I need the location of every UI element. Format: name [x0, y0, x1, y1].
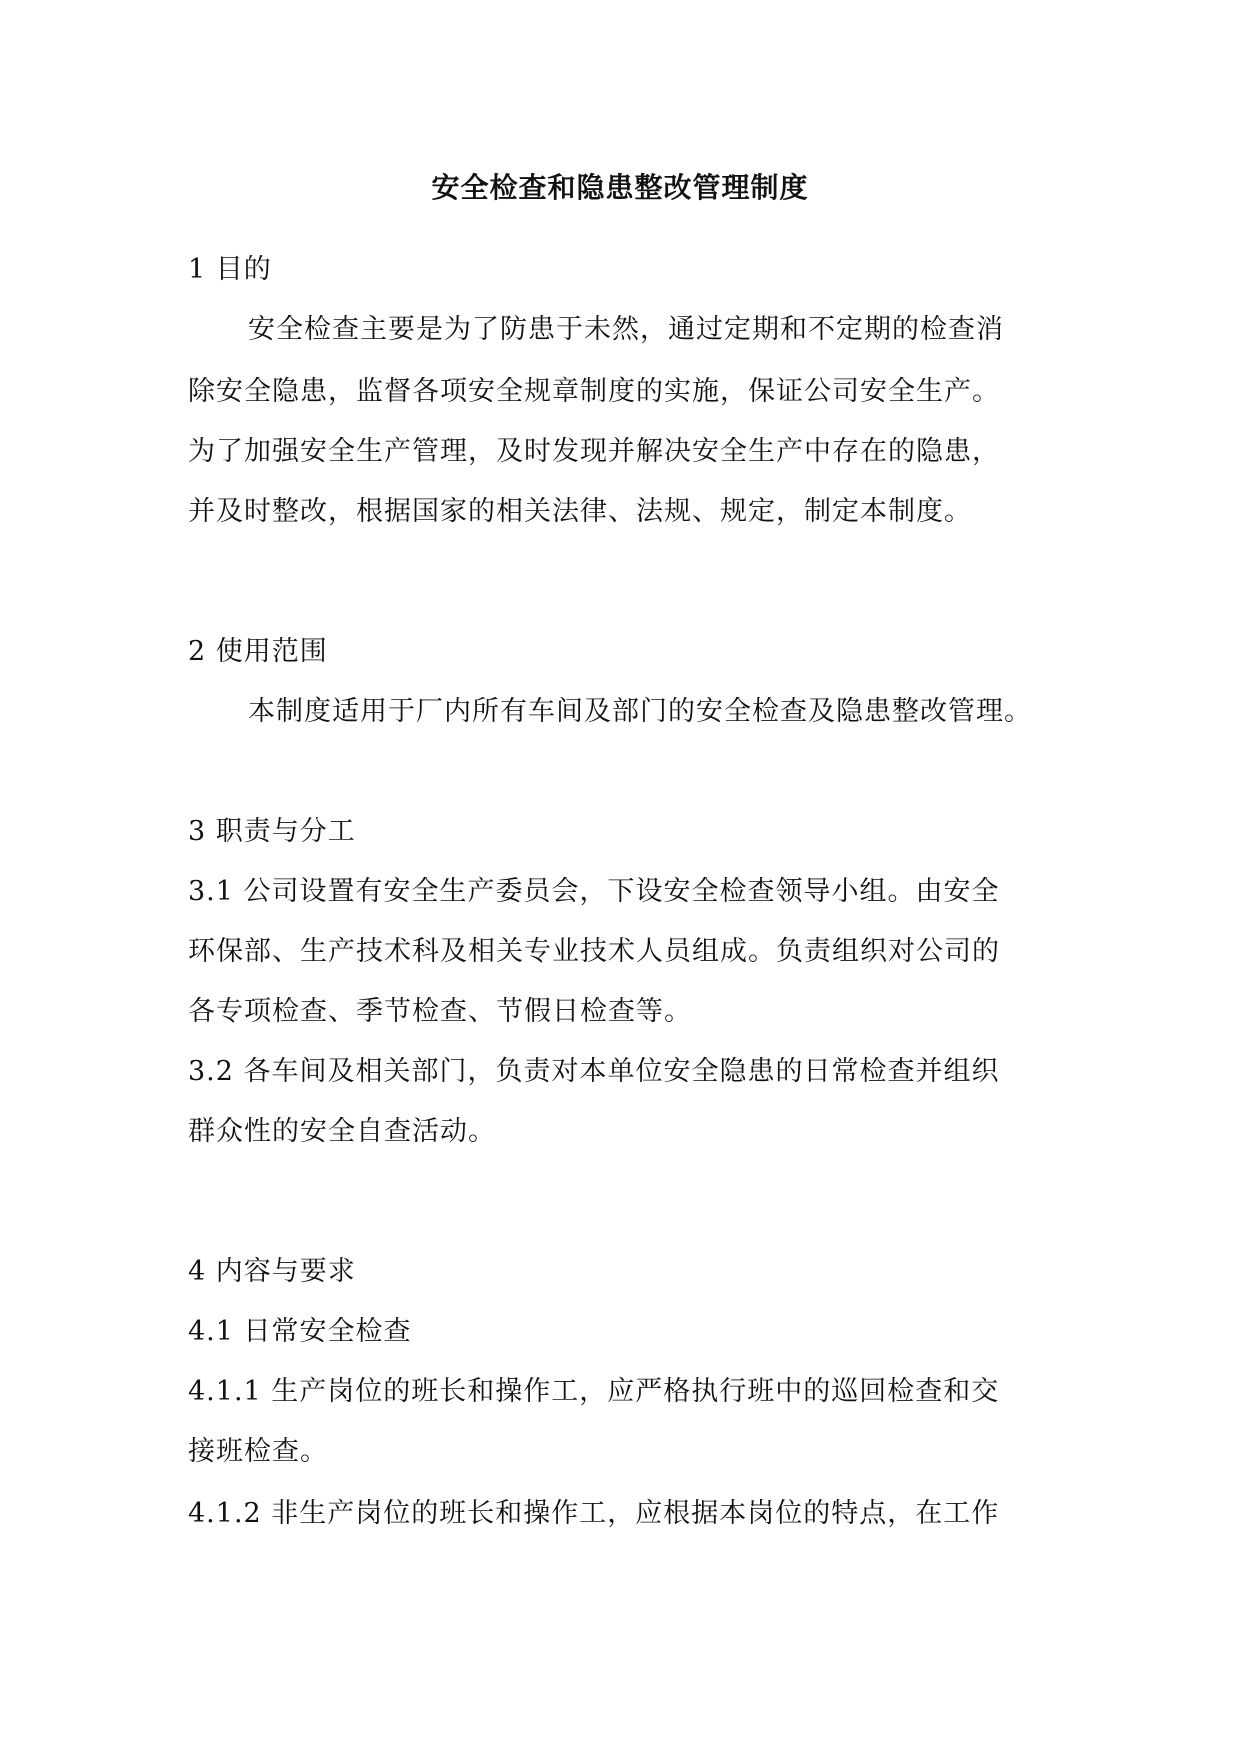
paragraph-line: 4.1.1 生产岗位的班长和操作工，应严格执行班中的巡回检查和交 [188, 1376, 1000, 1407]
paragraph-line: 为了加强安全生产管理，及时发现并解决安全生产中存在的隐患， [188, 436, 1000, 467]
paragraph-line: 群众性的安全自查活动。 [188, 1116, 496, 1147]
paragraph-line: 本制度适用于厂内所有车间及部门的安全检查及隐患整改管理。 [248, 696, 1032, 727]
paragraph-line: 除安全隐患，监督各项安全规章制度的实施，保证公司安全生产。 [188, 376, 1000, 407]
paragraph-line: 4.1.2 非生产岗位的班长和操作工，应根据本岗位的特点，在工作 [188, 1498, 1000, 1529]
subsection-heading: 4.1 日常安全检查 [188, 1316, 412, 1347]
paragraph-line: 并及时整改，根据国家的相关法律、法规、规定，制定本制度。 [188, 496, 972, 527]
paragraph-line: 3.2 各车间及相关部门，负责对本单位安全隐患的日常检查并组织 [188, 1056, 1000, 1087]
section-heading-content: 4 内容与要求 [188, 1256, 356, 1287]
section-heading-scope: 2 使用范围 [188, 636, 328, 667]
paragraph-line: 安全检查主要是为了防患于未然，通过定期和不定期的检查消 [248, 314, 1004, 345]
paragraph-line: 3.1 公司设置有安全生产委员会，下设安全检查领导小组。由安全 [188, 876, 1000, 907]
paragraph-line: 接班检查。 [188, 1436, 328, 1467]
paragraph-line: 各专项检查、季节检查、节假日检查等。 [188, 996, 692, 1027]
paragraph-line: 环保部、生产技术科及相关专业技术人员组成。负责组织对公司的 [188, 936, 1000, 967]
document-title: 安全检查和隐患整改管理制度 [431, 171, 809, 204]
section-heading-responsibilities: 3 职责与分工 [188, 816, 356, 847]
section-heading-purpose: 1 目的 [188, 254, 272, 285]
